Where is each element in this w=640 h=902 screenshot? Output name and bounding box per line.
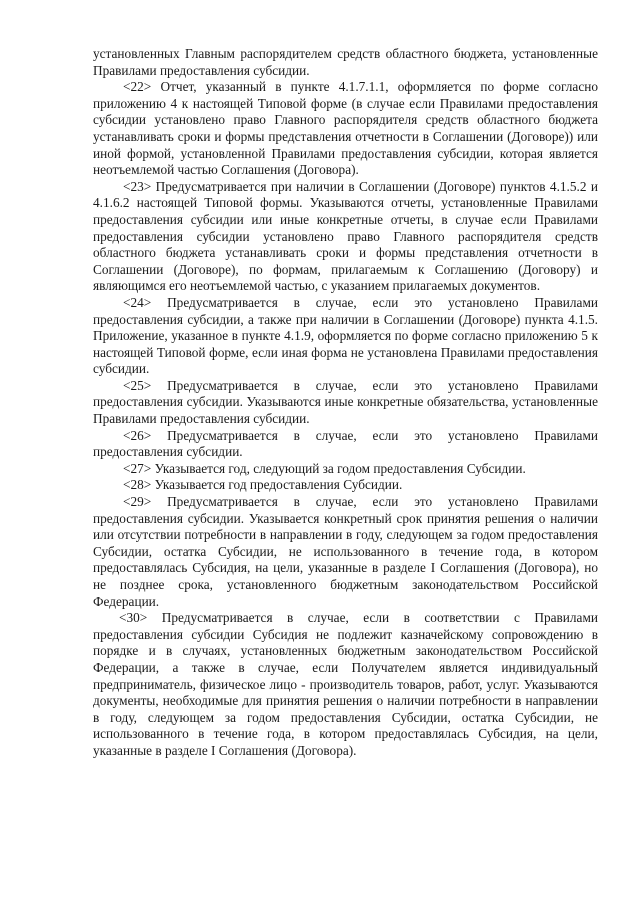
paragraph-continuation: установленных Главным распорядителем средств областного бюджета, установленные Правилами предоставления субсидии. — [93, 46, 598, 78]
footnote-23: <23> Предусматривается при наличии в Соглашении (Договоре) пунктов 4.1.5.2 и 4.1.6.2 настоящей Типовой формы. Указываются отчеты, установленные Правилами предоставления субсидии или иные конкретные отчеты, в случае если Правилами предоставления субсидии установлено право Главного распорядителя средств областного бюджета устанавливать сроки и формы представления отчетности в Соглашении (Договоре), по формам, прилагаемым к Соглашению (Договору) и являющимся его неотъемлемой частью, с указанием прилагаемых документов. — [93, 178, 598, 294]
footnote-26: <26> Предусматривается в случае, если это установлено Правилами предоставления субсидии. — [93, 427, 598, 460]
footnote-24: <24> Предусматривается в случае, если это установлено Правилами предоставления субсидии, а также при наличии в Соглашении (Договоре) пункта 4.1.5. Приложение, указанное в пункте 4.1.9, оформляется по форме согласно приложению 5 к настоящей Типовой форме, если иная форма не установлена Правилами предоставления субсидии. — [93, 294, 598, 377]
footnote-27: <27> Указывается год, следующий за годом предоставления Субсидии. — [123, 460, 526, 476]
footnote-29: <29> Предусматривается в случае, если это установлено Правилами предоставления субсидии. Указывается конкретный срок принятия решения о наличии или отсутствии потребности в направлении в году, следующем за годом предоставления Субсидии, остатка Субсидии, не использованного в течение года, в котором предоставлялась Субсидия, на цели, указанные в разделе I Соглашения (Договора), но не позднее срока, установленного бюджетным законодательством Российской Федерации. — [93, 494, 598, 609]
footnote-25: <25> Предусматривается в случае, если это установлено Правилами предоставления субсидии. Указываются иные конкретные обязательства, установленные Правилами предоставления субсидии. — [93, 377, 598, 427]
footnote-30: <30> Предусматривается в случае, если в соответствии с Правилами предоставления субсидии Субсидия не подлежит казначейскому сопровождению в порядке и в случаях, установленных бюджетным законодательством Российской Федерации, а также в случае, если Получателем является индивидуальный предприниматель, физическое лицо - производитель товаров, работ, услуг. Указываются документы, необходимые для принятия решения о наличии потребности в направлении в году, следующем за годом предоставления Субсидии, остатка Субсидии, не использованного в течение года, в котором предоставлялась Субсидия, на цели, указанные в разделе I Соглашения (Договора). — [93, 610, 598, 758]
footnote-28: <28> Указывается год предоставления Субсидии. — [123, 477, 403, 493]
footnote-22: <22> Отчет, указанный в пункте 4.1.7.1.1, оформляется по форме согласно приложению 4 к настоящей Типовой форме (в случае если Правилами предоставления субсидии установлено право Главного распорядителя средств областного бюджета устанавливать сроки и формы представления отчетности в Соглашении (Договоре)) или иной формой, установленной Правилами предоставления субсидии, которая является неотъемлемой частью Соглашения (Договора). — [93, 79, 598, 178]
